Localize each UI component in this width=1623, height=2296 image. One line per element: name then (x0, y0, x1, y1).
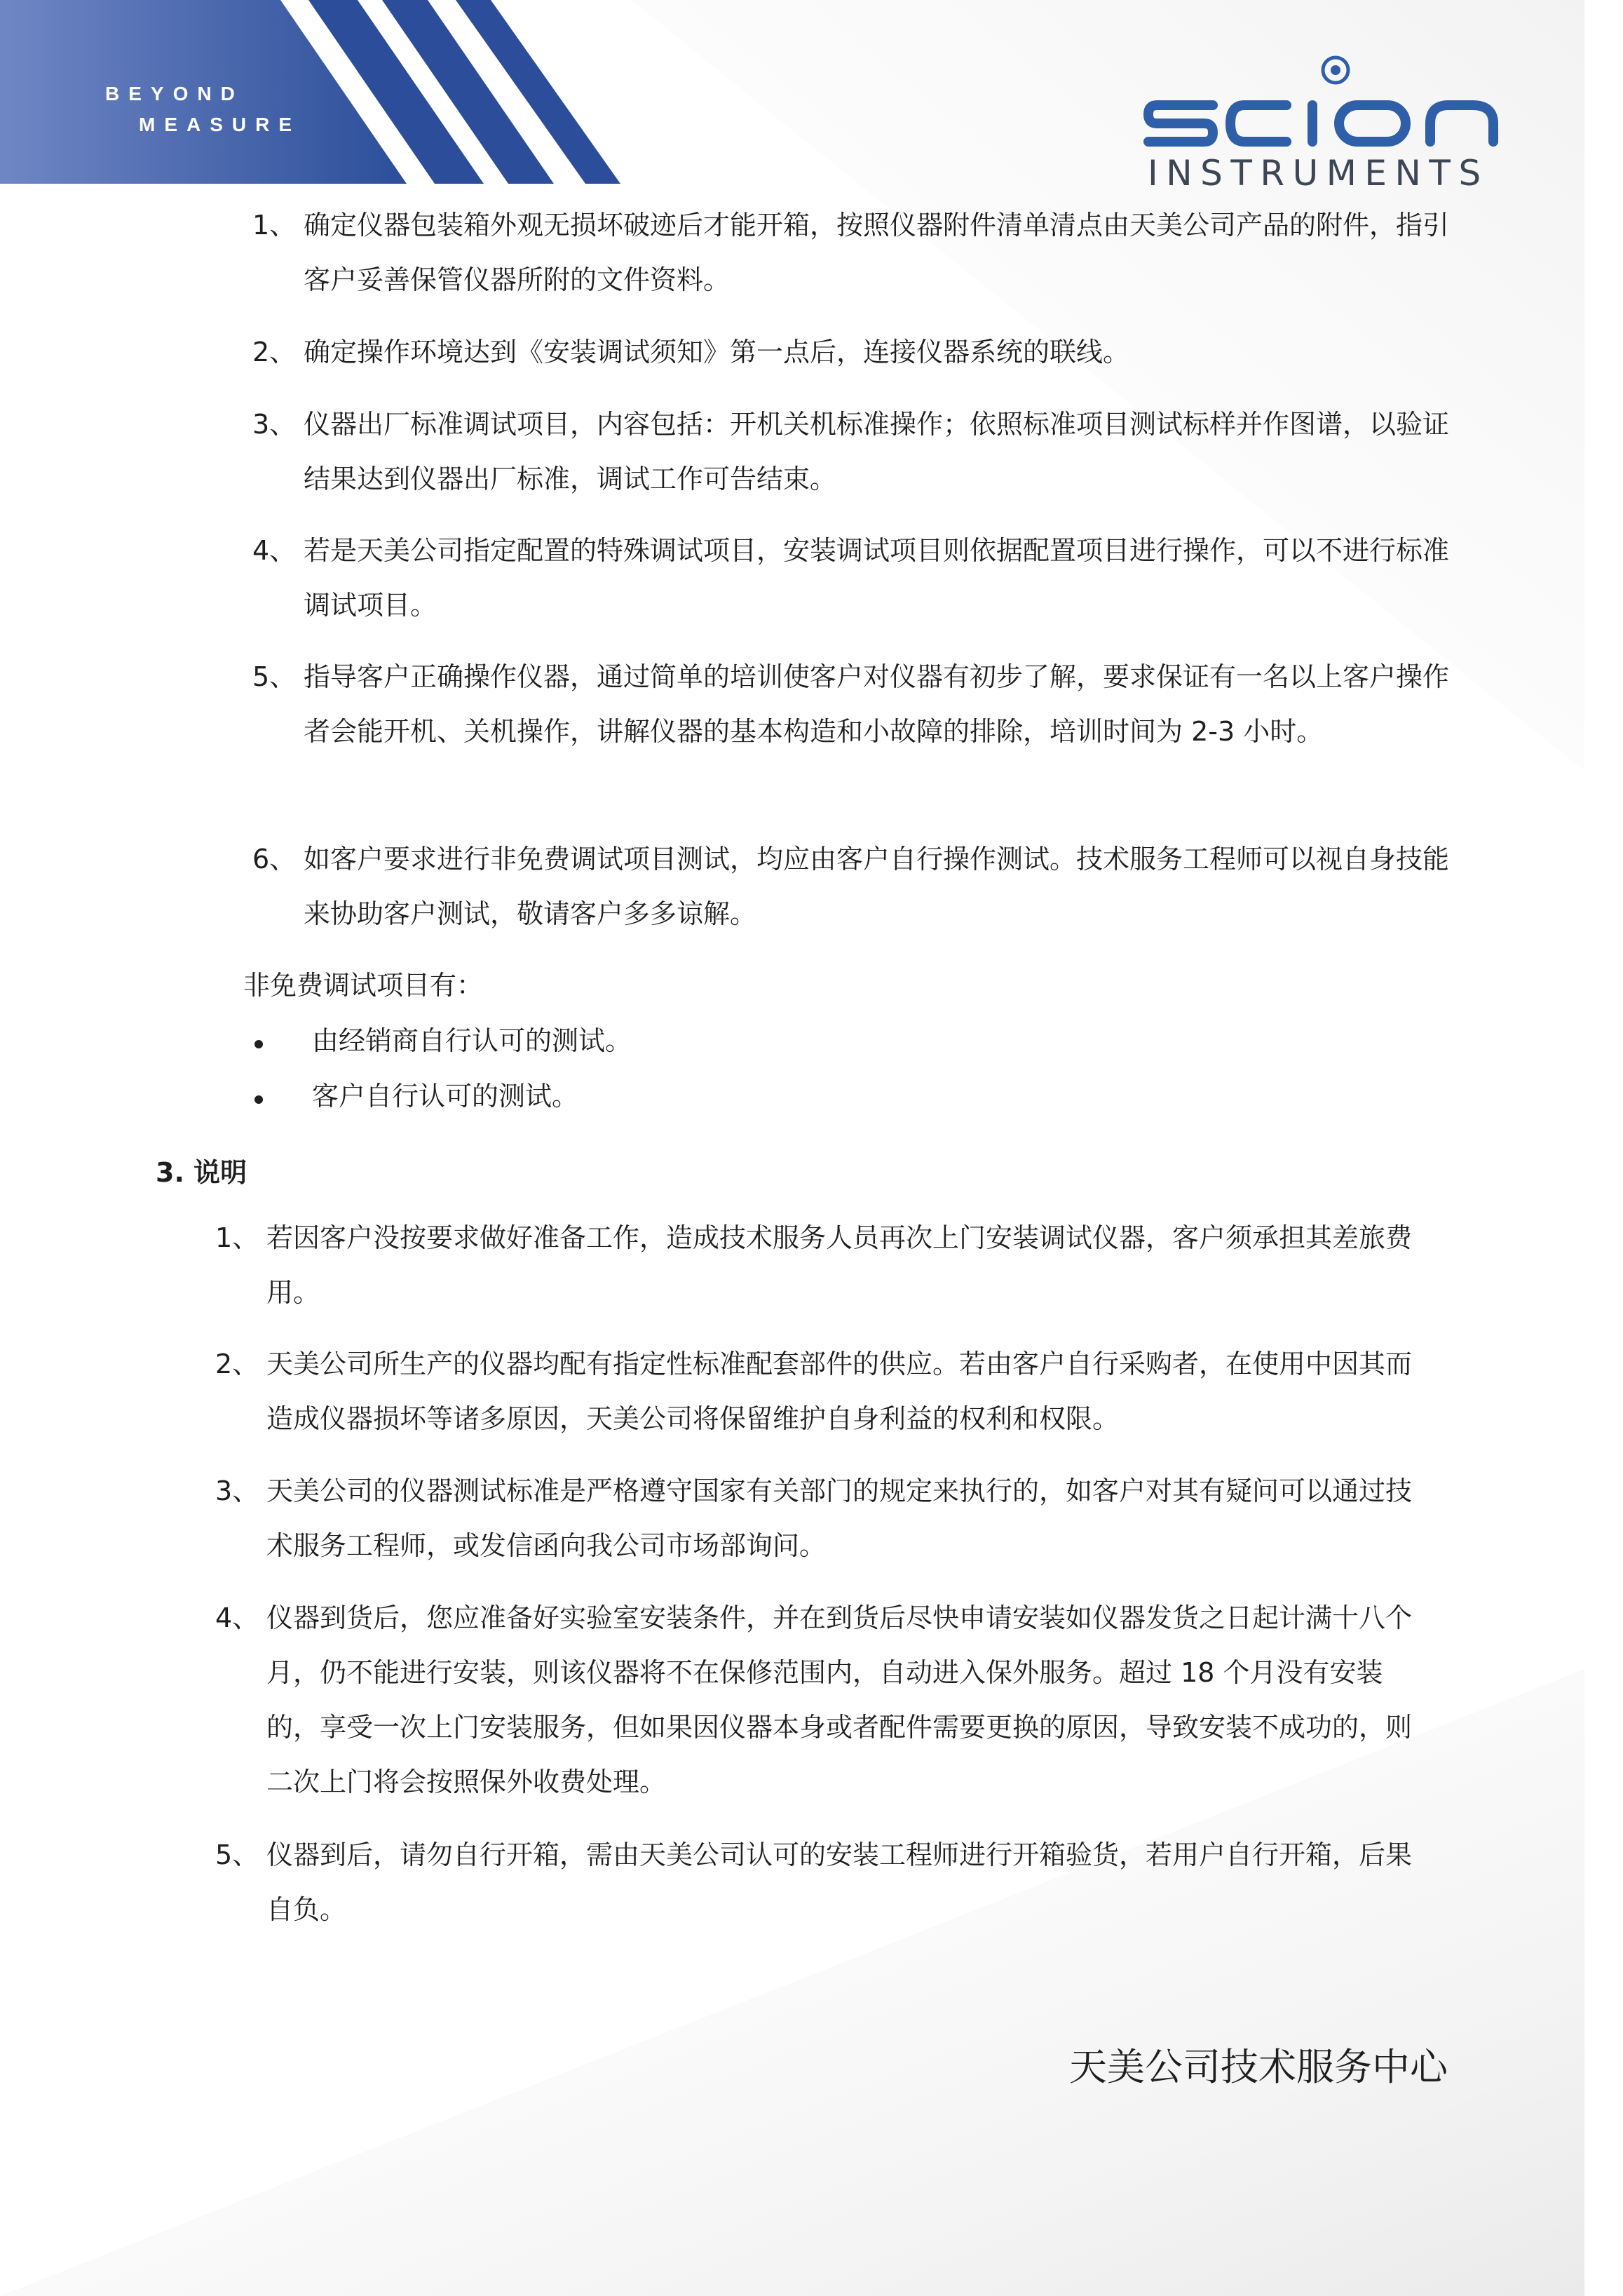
step-text: 如客户要求进行非免费调试项目测试，均应由客户自行操作测试。技术服务工程师可以视自身技能来协助客户测试，敬请客户多多谅解。 (304, 844, 1450, 929)
step-text: 确定操作环境达到《安装调试须知》第一点后，连接仪器系统的联线。 (304, 337, 1130, 367)
note-item (215, 1591, 1421, 1809)
note-text: 若因客户没按要求做好准备工作，造成技术服务人员再次上门安装调试仪器，客户须承担其差旅费用。 (266, 1222, 1413, 1308)
logo-instruments-text: INSTRUMENTS (1148, 153, 1489, 194)
step-number: 4、 (252, 535, 297, 566)
step-text: 若是天美公司指定配置的特殊调试项目，安装调试项目则依据配置项目进行操作，可以不进行标准调试项目。 (304, 535, 1450, 621)
step-text: 确定仪器包装箱外观无损坏破迹后才能开箱，按照仪器附件清单清点由天美公司产品的附件，指引客户妥善保管仪器所附的文件资料。 (304, 210, 1450, 295)
step-number: 5、 (252, 661, 297, 692)
step-item (252, 397, 1458, 506)
note-text: 仪器到后，请勿自行开箱，需由天美公司认可的安装工程师进行开箱验货，若用户自行开箱，后果自负。 (266, 1839, 1413, 1925)
note-item (215, 1464, 1421, 1573)
note-item (215, 1828, 1421, 1937)
step-text: 指导客户正确操作仪器，通过简单的培训使客户对仪器有初步了解，要求保证有一名以上客户操作者会能开机、关机操作，讲解仪器的基本构造和小故障的排除，培训时间为 2-3 小时。 (304, 661, 1450, 747)
note-number: 2、 (215, 1349, 259, 1379)
scion-wordmark (1148, 105, 1493, 142)
non-free-item: 客户自行认可的测试。 (312, 1081, 579, 1112)
note-text: 天美公司所生产的仪器均配有指定性标准配套部件的供应。若由客户自行采购者，在使用中因其而造成仪器损坏等诸多原因，天美公司将保留维护自身利益的权利和权限。 (266, 1349, 1413, 1434)
step-item (252, 325, 1458, 379)
step-item (252, 832, 1458, 941)
note-text: 仪器到货后，您应准备好实验室安装条件，并在到货后尽快申请安装如仪器发货之日起计满十八个月，仍不能进行安装，则该仪器将不在保修范围内，自动进入保外服务。超过 18 个月没有安装的，享受一次上门安装服务，但如果因仪器本身或者配件需要更换的原因，导致安装不成功的，则二次上门将会按照保外收费处理。 (266, 1602, 1413, 1797)
note-item (215, 1210, 1421, 1320)
signature: 天美公司技术服务中心 (1069, 2045, 1448, 2089)
note-number: 4、 (215, 1602, 259, 1633)
tagline-measure: MEASURE (139, 114, 301, 135)
note-item (215, 1337, 1421, 1446)
note-number: 1、 (215, 1222, 259, 1253)
note-number: 3、 (215, 1475, 259, 1506)
note-number: 5、 (215, 1839, 259, 1870)
scion-logo-icon (1323, 58, 1348, 83)
step-text: 仪器出厂标准调试项目，内容包括：开机关机标准操作；依照标准项目测试标样并作图谱，以验证结果达到仪器出厂标准，调试工作可告结束。 (304, 409, 1450, 494)
section-heading: 3. 说明 (156, 1157, 247, 1188)
step-number: 1、 (252, 210, 297, 241)
step-number: 3、 (252, 409, 297, 440)
bullet-dot (254, 1095, 263, 1104)
note-text: 天美公司的仪器测试标准是严格遵守国家有关部门的规定来执行的，如客户对其有疑问可以通过技术服务工程师，或发信函向我公司市场部询问。 (266, 1475, 1413, 1561)
step-item (252, 649, 1458, 759)
non-free-item: 由经销商自行认可的测试。 (312, 1025, 632, 1056)
header-banner (0, 0, 645, 186)
bullet-dot (254, 1040, 263, 1048)
step-item (252, 198, 1458, 307)
tagline-beyond: BEYOND (105, 83, 244, 104)
step-item (252, 523, 1458, 633)
step-number: 2、 (252, 337, 297, 367)
step-number: 6、 (252, 844, 297, 874)
non-free-intro: 非免费调试项目有： (243, 970, 484, 1001)
